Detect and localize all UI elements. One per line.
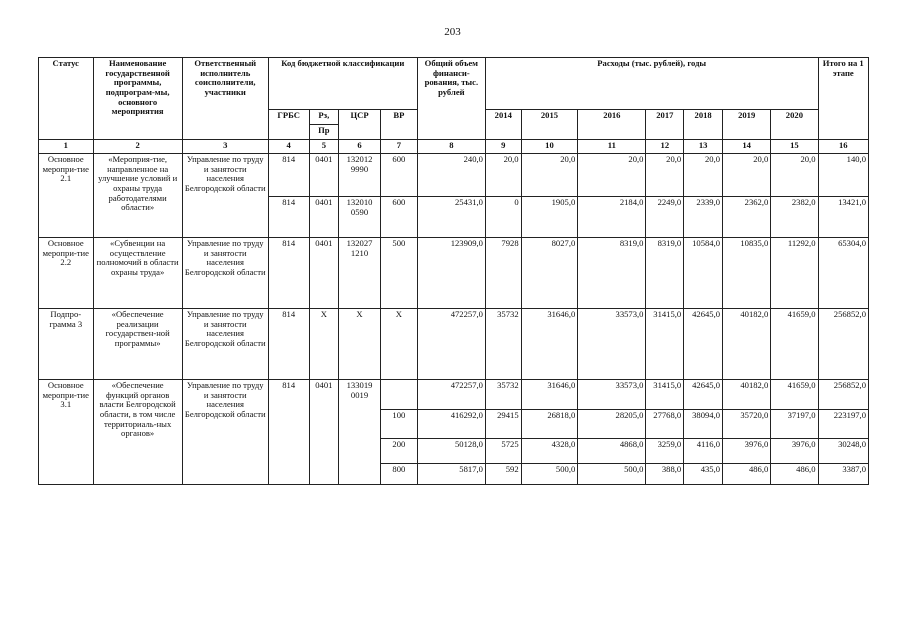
year-cell: 31646,0	[521, 380, 578, 410]
header-budget-code: Код бюджетной классификации	[268, 58, 417, 110]
year-cell: 20,0	[771, 154, 818, 197]
year-cell: 2184,0	[578, 197, 646, 238]
vr-cell: 100	[381, 410, 418, 439]
header-grbs: ГРБС	[268, 110, 309, 140]
vr-cell: Х	[381, 309, 418, 380]
year-cell: 37197,0	[771, 410, 818, 439]
header-year: 2020	[771, 110, 818, 140]
stage-total-cell: 256852,0	[818, 309, 869, 380]
csr-cell: 132012 9990	[339, 154, 381, 197]
column-number: 14	[723, 140, 771, 154]
year-cell: 2249,0	[646, 197, 684, 238]
year-cell: 20,0	[521, 154, 578, 197]
column-number: 8	[417, 140, 485, 154]
year-cell: 35720,0	[723, 410, 771, 439]
year-cell: 31646,0	[521, 309, 578, 380]
stage-total-cell: 256852,0	[818, 380, 869, 410]
rz-cell: 0401	[309, 197, 338, 238]
total-cell: 472257,0	[417, 309, 485, 380]
year-cell: 5725	[485, 439, 521, 464]
year-cell: 10584,0	[684, 238, 723, 309]
year-cell: 20,0	[684, 154, 723, 197]
vr-cell: 600	[381, 154, 418, 197]
year-cell: 20,0	[485, 154, 521, 197]
year-cell: 40182,0	[723, 309, 771, 380]
header-csr: ЦСР	[339, 110, 381, 140]
header-vr: ВР	[381, 110, 418, 140]
year-cell: 38094,0	[684, 410, 723, 439]
year-cell: 33573,0	[578, 309, 646, 380]
name-cell: «Мероприя-тие, направленное на улучшение условий и охраны труда работодателями области»	[93, 154, 182, 238]
year-cell: 592	[485, 464, 521, 485]
year-cell: 10835,0	[723, 238, 771, 309]
rz-cell: 0401	[309, 154, 338, 197]
header-year: 2018	[684, 110, 723, 140]
year-cell: 41659,0	[771, 380, 818, 410]
header-responsible: Ответственный исполнитель соисполнители, участники	[182, 58, 268, 140]
column-number: 2	[93, 140, 182, 154]
year-cell: 486,0	[771, 464, 818, 485]
csr-cell: 132027 1210	[339, 238, 381, 309]
column-number: 12	[646, 140, 684, 154]
column-number: 4	[268, 140, 309, 154]
column-number: 11	[578, 140, 646, 154]
table-row	[39, 154, 869, 197]
header-year: 2019	[723, 110, 771, 140]
column-number: 15	[771, 140, 818, 154]
column-number: 16	[818, 140, 869, 154]
name-cell: «Обеспечение реализации государствен-ной программы»	[93, 309, 182, 380]
table-row	[39, 238, 869, 309]
year-cell: 3976,0	[771, 439, 818, 464]
header-stage-total: Итого на 1 этапе	[818, 58, 869, 140]
column-number: 13	[684, 140, 723, 154]
year-cell: 4868,0	[578, 439, 646, 464]
total-cell: 5817,0	[417, 464, 485, 485]
vr-cell	[381, 380, 418, 410]
grbs-cell: 814	[268, 309, 309, 380]
stage-total-cell: 13421,0	[818, 197, 869, 238]
responsible-cell: Управление по труду и занятости населения Белгородской области	[182, 154, 268, 238]
year-cell: 20,0	[578, 154, 646, 197]
budget-table	[38, 57, 869, 485]
year-cell: 500,0	[521, 464, 578, 485]
total-cell: 50128,0	[417, 439, 485, 464]
year-cell: 42645,0	[684, 309, 723, 380]
header-total: Общий объем финанси-рования, тыс. рублей	[417, 58, 485, 140]
year-cell: 29415	[485, 410, 521, 439]
year-cell: 33573,0	[578, 380, 646, 410]
year-cell: 40182,0	[723, 380, 771, 410]
responsible-cell: Управление по труду и занятости населения Белгородской области	[182, 380, 268, 485]
csr-cell: Х	[339, 309, 381, 380]
column-number: 10	[521, 140, 578, 154]
year-cell: 20,0	[646, 154, 684, 197]
stage-total-cell: 140,0	[818, 154, 869, 197]
year-cell: 20,0	[723, 154, 771, 197]
table-row	[39, 309, 869, 380]
name-cell: «Субвенции на осуществление полномочий в области охраны труда»	[93, 238, 182, 309]
header-year: 2015	[521, 110, 578, 140]
status-cell: Основное меропри-тие 2.1	[39, 154, 94, 238]
header-year: 2016	[578, 110, 646, 140]
header-name: Наименование государственной программы, подпрограм-мы, основного мероприятия	[93, 58, 182, 140]
column-number: 7	[381, 140, 418, 154]
vr-cell: 200	[381, 439, 418, 464]
stage-total-cell: 223197,0	[818, 410, 869, 439]
year-cell: 2339,0	[684, 197, 723, 238]
year-cell: 3259,0	[646, 439, 684, 464]
year-cell: 31415,0	[646, 309, 684, 380]
year-cell: 8319,0	[646, 238, 684, 309]
year-cell: 486,0	[723, 464, 771, 485]
year-cell: 11292,0	[771, 238, 818, 309]
grbs-cell: 814	[268, 154, 309, 197]
header-year: 2014	[485, 110, 521, 140]
year-cell: 7928	[485, 238, 521, 309]
grbs-cell: 814	[268, 380, 309, 485]
header-status: Статус	[39, 58, 94, 140]
column-number: 6	[339, 140, 381, 154]
rz-cell: Х	[309, 309, 338, 380]
year-cell: 28205,0	[578, 410, 646, 439]
total-cell: 472257,0	[417, 380, 485, 410]
status-cell: Подпро-грамма 3	[39, 309, 94, 380]
year-cell: 35732	[485, 309, 521, 380]
year-cell: 35732	[485, 380, 521, 410]
grbs-cell: 814	[268, 197, 309, 238]
year-cell: 8027,0	[521, 238, 578, 309]
year-cell: 8319,0	[578, 238, 646, 309]
stage-total-cell: 30248,0	[818, 439, 869, 464]
column-number: 5	[309, 140, 338, 154]
status-cell: Основное меропри-тие 3.1	[39, 380, 94, 485]
rz-cell: 0401	[309, 238, 338, 309]
total-cell: 416292,0	[417, 410, 485, 439]
total-cell: 25431,0	[417, 197, 485, 238]
responsible-cell: Управление по труду и занятости населения Белгородской области	[182, 309, 268, 380]
year-cell: 435,0	[684, 464, 723, 485]
header-expenses: Расходы (тыс. рублей), годы	[485, 58, 818, 110]
name-cell: «Обеспечение функций органов власти Белгородской области, в том числе территориаль-ных органов»	[93, 380, 182, 485]
vr-cell: 600	[381, 197, 418, 238]
year-cell: 4116,0	[684, 439, 723, 464]
status-cell: Основное меропри-тие 2.2	[39, 238, 94, 309]
grbs-cell: 814	[268, 238, 309, 309]
year-cell: 4328,0	[521, 439, 578, 464]
stage-total-cell: 65304,0	[818, 238, 869, 309]
csr-cell: 132010 0590	[339, 197, 381, 238]
total-cell: 240,0	[417, 154, 485, 197]
table-row	[39, 380, 869, 410]
vr-cell: 500	[381, 238, 418, 309]
year-cell: 31415,0	[646, 380, 684, 410]
year-cell: 2382,0	[771, 197, 818, 238]
year-cell: 27768,0	[646, 410, 684, 439]
year-cell: 42645,0	[684, 380, 723, 410]
year-cell: 3976,0	[723, 439, 771, 464]
responsible-cell: Управление по труду и занятости населения Белгородской области	[182, 238, 268, 309]
year-cell: 2362,0	[723, 197, 771, 238]
vr-cell: 800	[381, 464, 418, 485]
year-cell: 0	[485, 197, 521, 238]
column-number: 3	[182, 140, 268, 154]
rz-cell: 0401	[309, 380, 338, 485]
page-number: 203	[444, 26, 461, 38]
year-cell: 388,0	[646, 464, 684, 485]
column-number-row	[39, 140, 869, 154]
header-rz: Рз,	[309, 110, 338, 125]
total-cell: 123909,0	[417, 238, 485, 309]
header-year: 2017	[646, 110, 684, 140]
column-number: 1	[39, 140, 94, 154]
year-cell: 500,0	[578, 464, 646, 485]
year-cell: 1905,0	[521, 197, 578, 238]
header-pr: Пр	[309, 125, 338, 140]
year-cell: 41659,0	[771, 309, 818, 380]
stage-total-cell: 3387,0	[818, 464, 869, 485]
year-cell: 26818,0	[521, 410, 578, 439]
column-number: 9	[485, 140, 521, 154]
csr-cell: 133019 0019	[339, 380, 381, 485]
